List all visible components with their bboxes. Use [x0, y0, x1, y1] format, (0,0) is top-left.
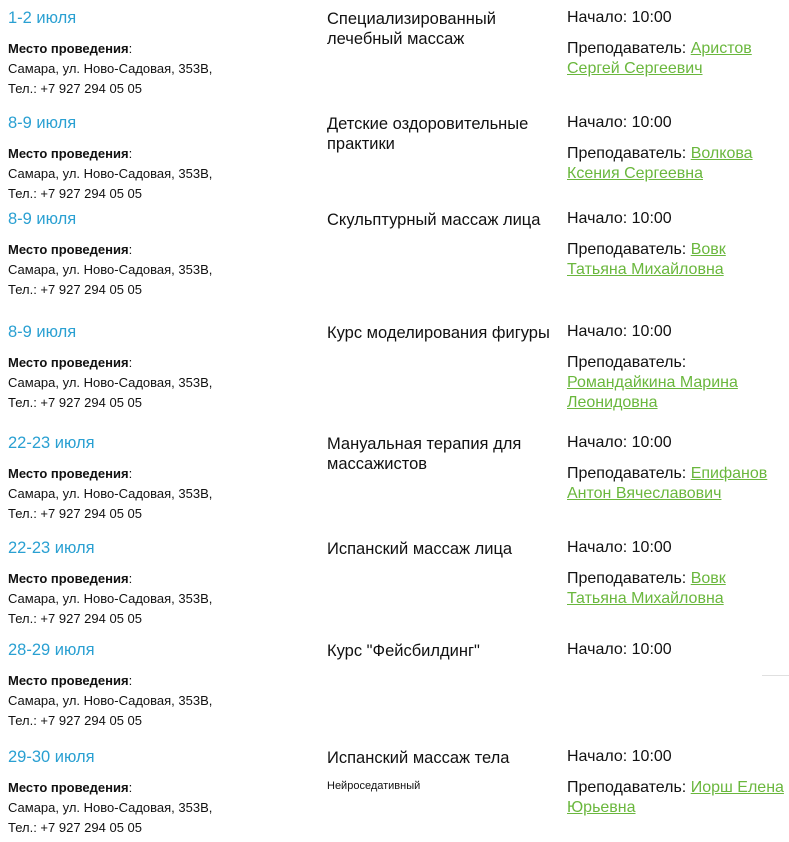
teacher-link[interactable]: Иорш Елена Юрьевна [567, 779, 784, 816]
venue-address: Самара, ул. Ново-Садовая, 353В, [8, 166, 213, 181]
venue-address: Самара, ул. Ново-Садовая, 353В, [8, 262, 213, 277]
event-venue: Место проведения: Самара, ул. Ново-Садовая, 353В, Тел.: +7 927 294 05 05 [8, 146, 213, 201]
course-title: Скульптурный массаж лица [327, 211, 541, 229]
event-date: 8-9 июля [8, 210, 77, 228]
teacher-label: Преподаватель: [567, 779, 687, 796]
venue-phone: Тел.: +7 927 294 05 05 [8, 820, 142, 835]
start-time: Начало: 10:00 [567, 210, 672, 227]
event-date: 28-29 июля [8, 641, 95, 659]
teacher-label: Преподаватель: [567, 241, 687, 258]
venue-address: Самара, ул. Ново-Садовая, 353В, [8, 61, 213, 76]
venue-address: Самара, ул. Ново-Садовая, 353В, [8, 486, 213, 501]
course-title: Детские оздоровительные практики [327, 115, 529, 153]
event-venue: Место проведения: Самара, ул. Ново-Садовая, 353В, Тел.: +7 927 294 05 05 [8, 673, 213, 728]
event-venue: Место проведения: Самара, ул. Ново-Садовая, 353В, Тел.: +7 927 294 05 05 [8, 355, 213, 410]
teacher-info [567, 240, 789, 280]
venue-phone: Тел.: +7 927 294 05 05 [8, 713, 142, 728]
teacher-label: Преподаватель: [567, 40, 687, 57]
venue-phone: Тел.: +7 927 294 05 05 [8, 395, 142, 410]
venue-label: Место проведения [8, 146, 129, 161]
teacher-link[interactable]: Волкова Ксения Сергеевна [567, 145, 753, 182]
venue-address: Самара, ул. Ново-Садовая, 353В, [8, 375, 213, 390]
venue-label: Место проведения [8, 242, 129, 257]
event-date: 8-9 июля [8, 323, 77, 341]
divider [762, 675, 789, 676]
teacher-info [567, 39, 789, 79]
venue-label: Место проведения [8, 571, 129, 586]
venue-label: Место проведения [8, 673, 129, 688]
venue-address: Самара, ул. Ново-Садовая, 353В, [8, 591, 213, 606]
venue-phone: Тел.: +7 927 294 05 05 [8, 506, 142, 521]
venue-address: Самара, ул. Ново-Садовая, 353В, [8, 800, 213, 815]
venue-phone: Тел.: +7 927 294 05 05 [8, 611, 142, 626]
event-date: 29-30 июля [8, 748, 95, 766]
course-title: Курс "Фейсбилдинг" [327, 642, 480, 660]
teacher-info [567, 144, 789, 184]
teacher-link[interactable]: Вовк Татьяна Михайловна [567, 241, 726, 278]
venue-label: Место проведения [8, 780, 129, 795]
venue-address: Самара, ул. Ново-Садовая, 353В, [8, 693, 213, 708]
start-time: Начало: 10:00 [567, 641, 672, 658]
teacher-label: Преподаватель: [567, 145, 687, 162]
teacher-info [567, 778, 789, 818]
teacher-link[interactable]: Вовк Татьяна Михайловна [567, 570, 726, 607]
venue-phone: Тел.: +7 927 294 05 05 [8, 81, 142, 96]
event-venue: Место проведения: Самара, ул. Ново-Садовая, 353В, Тел.: +7 927 294 05 05 [8, 571, 213, 626]
event-venue: Место проведения: Самара, ул. Ново-Садовая, 353В, Тел.: +7 927 294 05 05 [8, 466, 213, 521]
teacher-link[interactable]: Епифанов Антон Вячеславович [567, 465, 768, 502]
teacher-link[interactable]: Романдайкина Марина Леонидовна [567, 374, 738, 411]
start-time: Начало: 10:00 [567, 323, 672, 340]
start-time: Начало: 10:00 [567, 434, 672, 451]
teacher-info [567, 353, 789, 413]
event-date: 8-9 июля [8, 114, 77, 132]
course-title: Испанский массаж лица [327, 540, 513, 558]
venue-label: Место проведения [8, 41, 129, 56]
course-title: Курс моделирования фигуры [327, 324, 550, 342]
course-title: Мануальная терапия для массажистов [327, 435, 522, 473]
start-time: Начало: 10:00 [567, 748, 672, 765]
teacher-label: Преподаватель: [567, 570, 687, 587]
venue-label: Место проведения [8, 466, 129, 481]
event-date: 22-23 июля [8, 434, 95, 452]
course-title: Специализированный лечебный массаж [327, 10, 496, 48]
teacher-label: Преподаватель: [567, 354, 687, 371]
start-time: Начало: 10:00 [567, 9, 672, 26]
venue-label: Место проведения [8, 355, 129, 370]
teacher-info [567, 569, 789, 609]
teacher-link[interactable]: Аристов Сергей Сергеевич [567, 40, 752, 77]
venue-phone: Тел.: +7 927 294 05 05 [8, 186, 142, 201]
teacher-label: Преподаватель: [567, 465, 687, 482]
course-subtitle: Нейроседативный [327, 780, 421, 792]
venue-phone: Тел.: +7 927 294 05 05 [8, 282, 142, 297]
start-time: Начало: 10:00 [567, 114, 672, 131]
event-venue: Место проведения: Самара, ул. Ново-Садовая, 353В, Тел.: +7 927 294 05 05 [8, 41, 213, 96]
event-date: 22-23 июля [8, 539, 95, 557]
start-time: Начало: 10:00 [567, 539, 672, 556]
event-venue: Место проведения: Самара, ул. Ново-Садовая, 353В, Тел.: +7 927 294 05 05 [8, 242, 213, 297]
course-title: Испанский массаж тела [327, 749, 510, 767]
teacher-info [567, 464, 789, 504]
event-date: 1-2 июля [8, 9, 77, 27]
event-venue: Место проведения: Самара, ул. Ново-Садовая, 353В, Тел.: +7 927 294 05 05 [8, 780, 213, 835]
